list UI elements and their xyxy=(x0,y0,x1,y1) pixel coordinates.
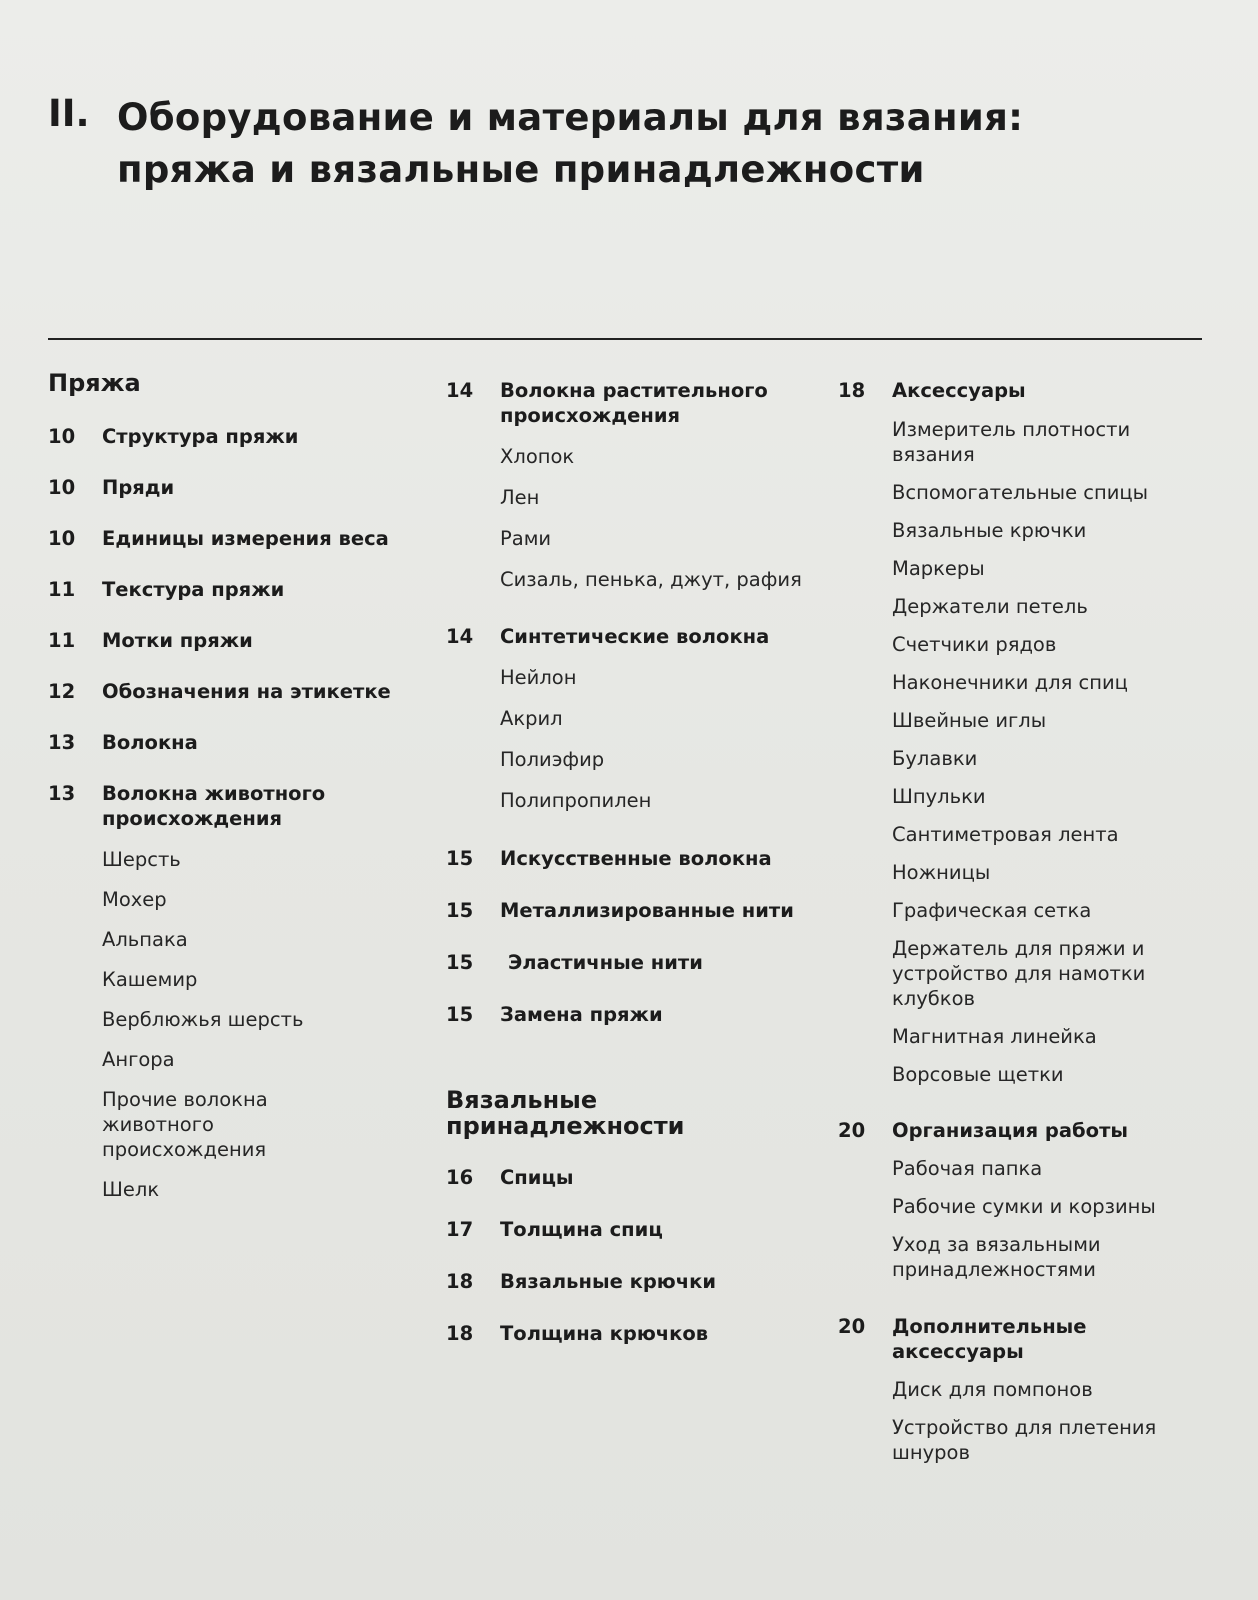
toc-subentry: животного xyxy=(102,1113,214,1136)
toc-entry xyxy=(48,679,428,704)
toc-subentry: Сизаль, пенька, джут, рафия xyxy=(500,568,802,591)
toc-subentry: Рабочая папка xyxy=(892,1157,1043,1180)
page-number: 13 xyxy=(48,782,76,805)
entry-label: Вязальные крючки xyxy=(500,1270,717,1293)
chapter-title-line1: Оборудование и материалы для вязания: xyxy=(117,96,1024,139)
toc-subentry: Полиэфир xyxy=(500,748,605,771)
page-number: 18 xyxy=(446,1322,474,1345)
entry-label: Синтетические волокна xyxy=(500,625,770,648)
chapter-title xyxy=(117,92,1023,196)
entry-label-line2: аксессуары xyxy=(892,1340,1024,1363)
entry-label: Толщина крючков xyxy=(500,1322,709,1345)
header-divider xyxy=(48,338,1202,340)
entry-label: Текстура пряжи xyxy=(102,578,285,601)
entry-label: Металлизированные нити xyxy=(500,899,794,922)
page-number: 12 xyxy=(48,680,76,703)
toc-subentry: Устройство для плетения xyxy=(892,1416,1157,1439)
entry-label-line2: происхождения xyxy=(500,404,681,427)
toc-subentry: Счетчики рядов xyxy=(892,633,1057,656)
toc-subentry: Акрил xyxy=(500,707,563,730)
page-number: 10 xyxy=(48,425,76,448)
entry-label: Эластичные нити xyxy=(508,951,703,974)
toc-subentry: Магнитная линейка xyxy=(892,1025,1097,1048)
page-number: 14 xyxy=(446,379,474,402)
toc-entry xyxy=(446,1321,826,1346)
entry-label: Замена пряжи xyxy=(500,1003,663,1026)
toc-subentry: Измеритель плотности xyxy=(892,418,1131,441)
toc-subentry: Нейлон xyxy=(500,666,577,689)
toc-entry xyxy=(48,577,428,602)
toc-entry xyxy=(838,1314,1218,1364)
page-number: 15 xyxy=(446,1003,474,1026)
page-number: 11 xyxy=(48,629,76,652)
section-title-yarn: Пряжа xyxy=(48,369,141,397)
page-number: 10 xyxy=(48,476,76,499)
entry-label-line1: Волокна растительного xyxy=(500,379,768,402)
toc-subentry: вязания xyxy=(892,443,975,466)
toc-entry xyxy=(446,1217,826,1242)
entry-label: Обозначения на этикетке xyxy=(102,680,391,703)
toc-subentry: Шерсть xyxy=(102,848,181,871)
toc-entry xyxy=(48,526,428,551)
entry-label: Единицы измерения веса xyxy=(102,527,389,550)
toc-subentry: Наконечники для спиц xyxy=(892,671,1128,694)
toc-column-3 xyxy=(838,370,1218,1465)
toc-subentry: Шпульки xyxy=(892,785,986,808)
toc-subentry: клубков xyxy=(892,987,976,1010)
chapter-title-line2: пряжа и вязальные принадлежности xyxy=(117,148,925,191)
toc-entry xyxy=(48,475,428,500)
toc-subentry: Диск для помпонов xyxy=(892,1378,1093,1401)
toc-subentry: происхождения xyxy=(102,1138,267,1161)
page-number: 20 xyxy=(838,1315,866,1338)
entry-label: Волокна xyxy=(102,731,198,754)
toc-subentry: Альпака xyxy=(102,928,188,951)
page-number: 17 xyxy=(446,1218,474,1241)
entry-label: Организация работы xyxy=(892,1119,1128,1142)
toc-subentry: Хлопок xyxy=(500,445,575,468)
toc-entry xyxy=(48,424,428,449)
toc-subentry: Полипропилен xyxy=(500,789,652,812)
page-number: 15 xyxy=(446,847,474,870)
entry-label: Мотки пряжи xyxy=(102,629,253,652)
page-number: 13 xyxy=(48,731,76,754)
toc-subentry: Булавки xyxy=(892,747,978,770)
entry-label: Искусственные волокна xyxy=(500,847,772,870)
toc-subentry: Держатель для пряжи и xyxy=(892,937,1145,960)
toc-subentry: Вспомогательные спицы xyxy=(892,481,1149,504)
toc-subentry: Рами xyxy=(500,527,552,550)
toc-subentry: Шелк xyxy=(102,1178,160,1201)
toc-column-1 xyxy=(48,370,428,1202)
entry-label-line2: происхождения xyxy=(102,807,283,830)
section-title-line1: Вязальные xyxy=(446,1086,598,1114)
toc-entry xyxy=(838,1118,1218,1143)
entry-label: Пряди xyxy=(102,476,175,499)
entry-label-line1: Волокна животного xyxy=(102,782,326,805)
page-number: 15 xyxy=(446,899,474,922)
entry-label: Аксессуары xyxy=(892,379,1026,402)
page-number: 18 xyxy=(838,379,866,402)
toc-subentry: Графическая сетка xyxy=(892,899,1092,922)
section-title-tools xyxy=(446,1087,826,1139)
toc-entry xyxy=(48,781,428,831)
toc-subentry: Ворсовые щетки xyxy=(892,1063,1064,1086)
toc-subentry: Верблюжья шерсть xyxy=(102,1008,304,1031)
toc-subentry: Рабочие сумки и корзины xyxy=(892,1195,1156,1218)
toc-entry xyxy=(838,378,1218,403)
toc-entry xyxy=(48,730,428,755)
entry-label: Структура пряжи xyxy=(102,425,299,448)
page-number: 16 xyxy=(446,1166,474,1189)
toc-entry xyxy=(446,898,826,923)
toc-subentry: Прочие волокна xyxy=(102,1088,268,1111)
page-number: 18 xyxy=(446,1270,474,1293)
toc-subentry: Вязальные крючки xyxy=(892,519,1087,542)
toc-subentry: шнуров xyxy=(892,1441,970,1464)
toc-entry xyxy=(446,378,826,428)
entry-label-line1: Дополнительные xyxy=(892,1315,1087,1338)
toc-subentry: Кашемир xyxy=(102,968,198,991)
toc-subentry: Швейные иглы xyxy=(892,709,1047,732)
toc-subentry: принадлежностями xyxy=(892,1258,1096,1281)
entry-label: Толщина спиц xyxy=(500,1218,663,1241)
toc-subentry: Держатели петель xyxy=(892,595,1088,618)
page-number: 10 xyxy=(48,527,76,550)
toc-subentry: Сантиметровая лента xyxy=(892,823,1119,846)
toc-entry xyxy=(446,1269,826,1294)
toc-subentry: Лен xyxy=(500,486,540,509)
toc-entry xyxy=(446,950,826,975)
toc-entry xyxy=(446,1002,826,1027)
toc-entry xyxy=(48,628,428,653)
page-number: 15 xyxy=(446,951,474,974)
entry-label: Спицы xyxy=(500,1166,574,1189)
page-number: 14 xyxy=(446,625,474,648)
toc-entry xyxy=(446,1165,826,1190)
toc-entry xyxy=(446,624,826,649)
toc-subentry: Уход за вязальными xyxy=(892,1233,1101,1256)
toc-subentry: Ангора xyxy=(102,1048,175,1071)
toc-entry xyxy=(446,846,826,871)
toc-subentry: Мохер xyxy=(102,888,167,911)
page-number: 11 xyxy=(48,578,76,601)
chapter-number: II. xyxy=(48,92,90,135)
page-number: 20 xyxy=(838,1119,866,1142)
section-title-line2: принадлежности xyxy=(446,1112,685,1140)
toc-subentry: Ножницы xyxy=(892,861,991,884)
toc-column-2 xyxy=(446,370,826,1346)
toc-subentry: Маркеры xyxy=(892,557,985,580)
toc-subentry: устройство для намотки xyxy=(892,962,1146,985)
